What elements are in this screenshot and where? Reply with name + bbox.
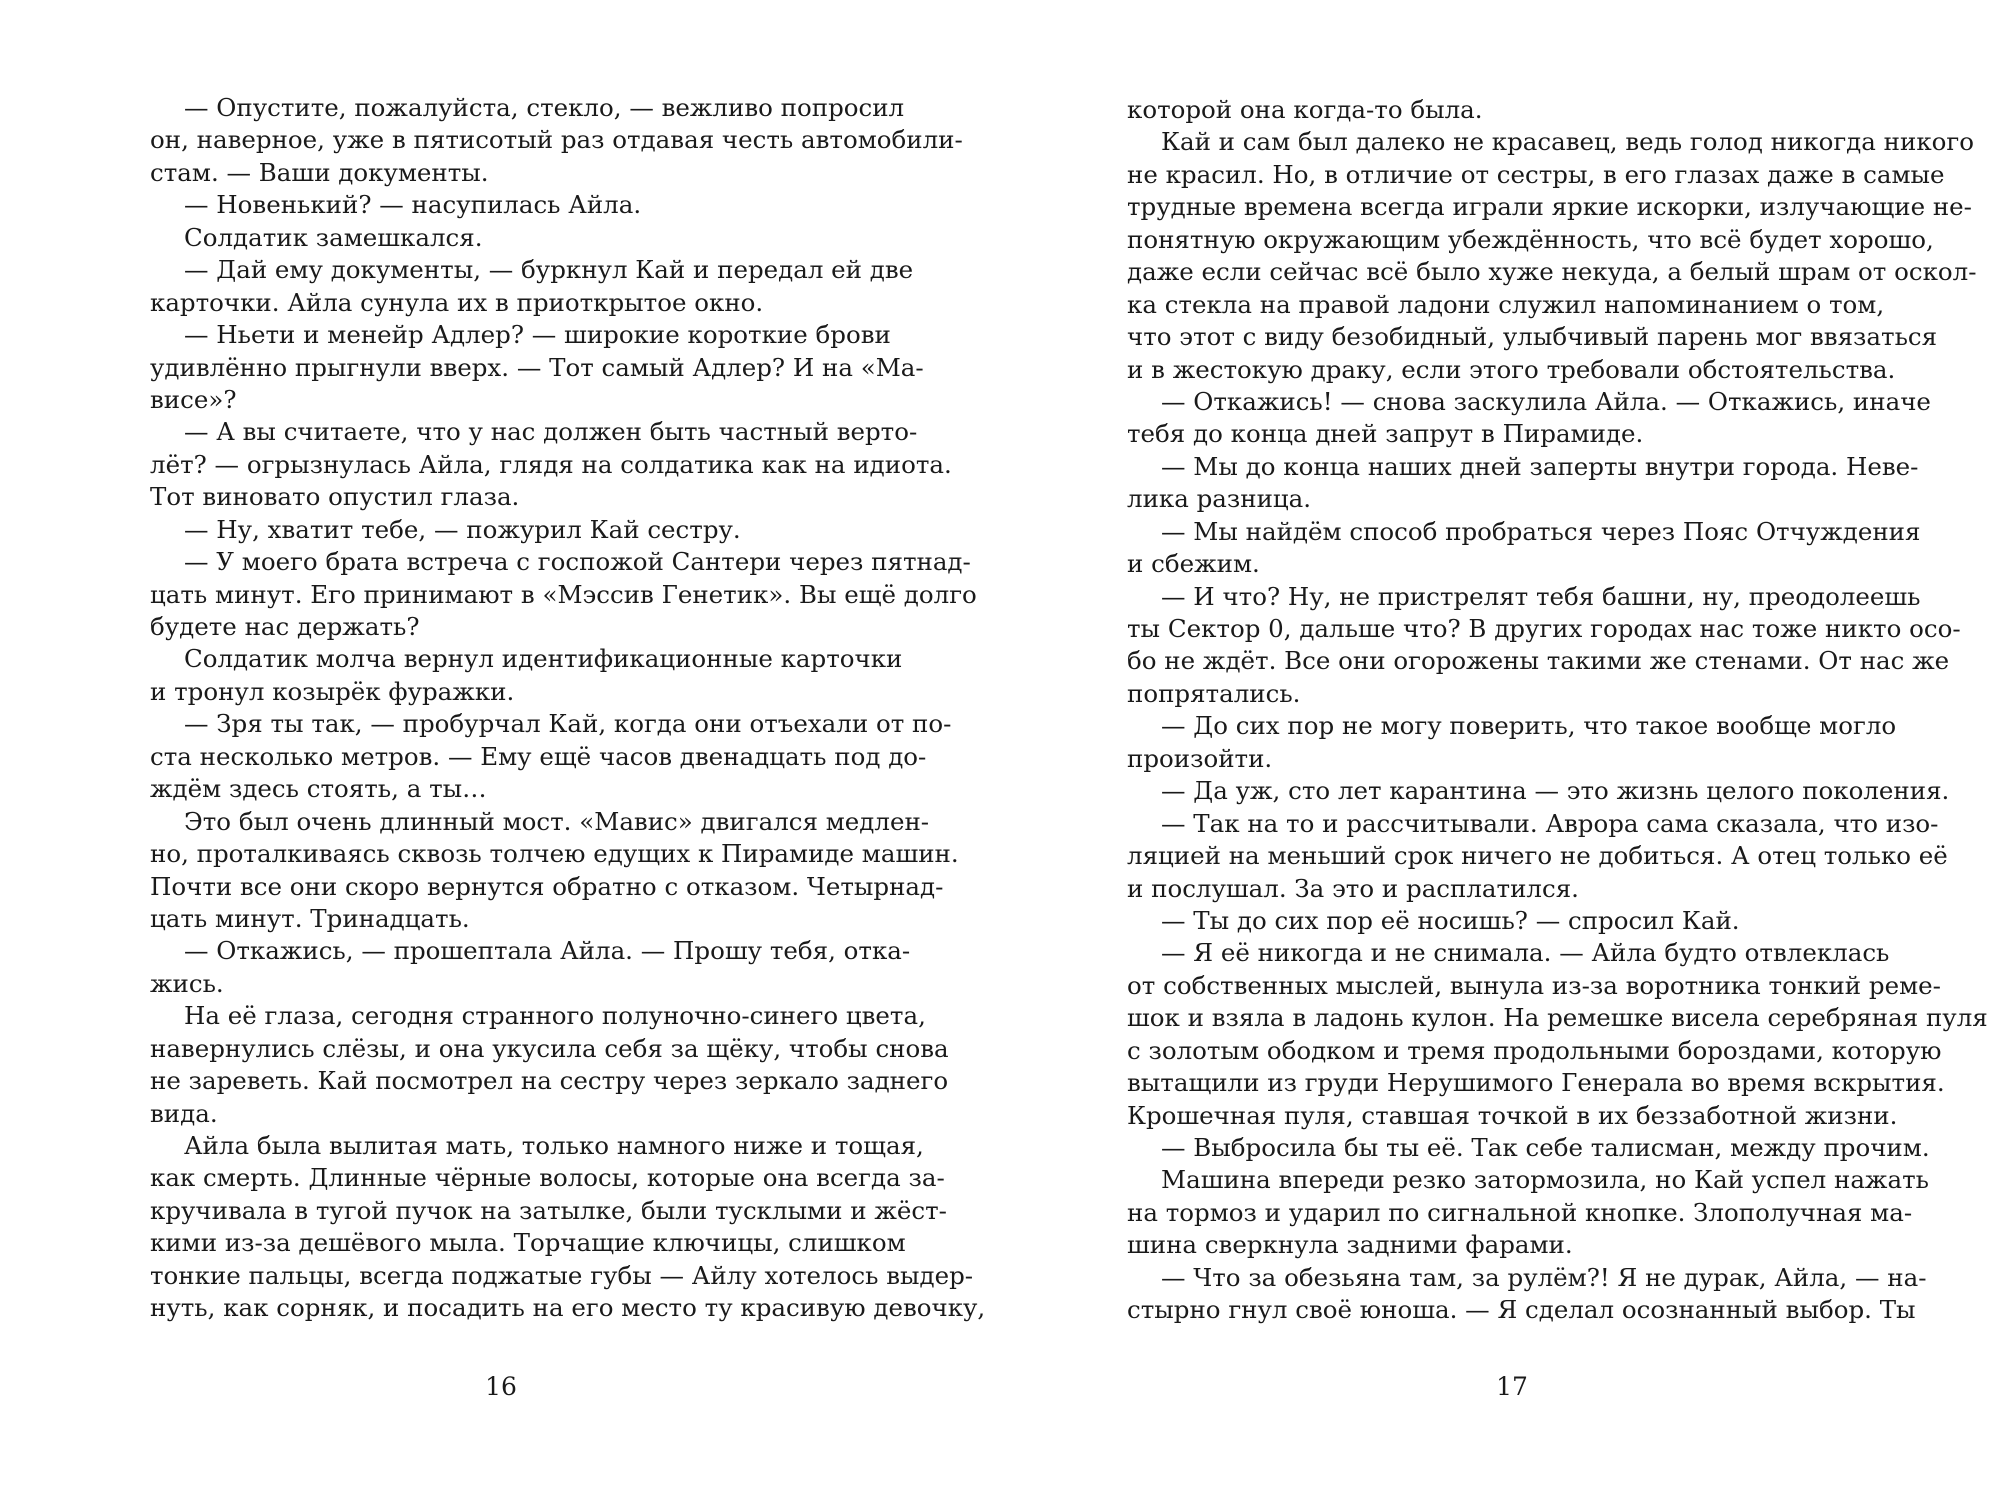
text-line: шок и взяла в ладонь кулон. На ремешке висела серебряная пуля [1127, 1003, 1988, 1033]
text-line: и послушал. За это и расплатился. [1127, 873, 1579, 903]
text-line: стырно гнул своё юноша. — Я сделал осознанный выбор. Ты [1127, 1295, 1916, 1325]
text-line: будете нас держать? [150, 612, 420, 641]
text-line: тебя до конца дней запрут в Пирамиде. [1127, 419, 1644, 449]
text-line: Тот виновато опустил глаза. [150, 482, 520, 512]
text-line: от собственных мыслей, вынула из-за воротника тонкий реме- [1127, 970, 1941, 1000]
text-line: лика разница. [1127, 484, 1312, 514]
text-line: — До сих пор не могу поверить, что такое вообще могло [1161, 711, 1897, 741]
text-line: — И что? Ну, не пристрелят тебя башни, ну, преодолеешь [1161, 581, 1921, 611]
text-line: навернулись слёзы, и она укусила себя за щёку, чтобы снова [150, 1033, 949, 1063]
text-line: бо не ждёт. Все они огорожены такими же стенами. От нас же [1127, 646, 1950, 676]
text-line: — Я её никогда и не снимала. — Айла будто отвлеклась [1161, 938, 1890, 968]
text-line: Машина впереди резко затормозила, но Кай успел нажать [1161, 1165, 1929, 1195]
text-line: кими из-за дешёвого мыла. Торчащие ключицы, слишком [150, 1228, 906, 1258]
text-line: вытащили из груди Нерушимого Генерала во время вскрытия. [1127, 1068, 1945, 1098]
text-line: но, проталкиваясь сквозь толчею едущих к Пирамиде машин. [150, 839, 959, 869]
text-line: кручивала в тугой пучок на затылке, были тусклыми и жёст- [150, 1195, 947, 1225]
text-line: удивлённо прыгнули вверх. — Тот самый Адлер? И на «Ма- [150, 352, 924, 382]
text-line: он, наверное, уже в пятисотый раз отдавая честь автомобили- [150, 125, 963, 155]
text-line: — Что за обезьяна там, за рулём?! Я не дурак, Айла, — на- [1161, 1262, 1927, 1292]
text-line: карточки. Айла сунула их в приоткрытое окно. [150, 287, 764, 317]
text-line: висе»? [150, 384, 237, 414]
text-line: как смерть. Длинные чёрные волосы, которые она всегда за- [150, 1163, 945, 1193]
right-page-number: 17 [1496, 1372, 1528, 1401]
text-line: — Выбросила бы ты её. Так себе талисман, между прочим. [1161, 1133, 1930, 1162]
text-line: — Откажись! — снова заскулила Айла. — Откажись, иначе [1161, 386, 1931, 416]
text-line: и сбежим. [1127, 549, 1260, 579]
text-line: — А вы считаете, что у нас должен быть частный верто- [184, 417, 918, 447]
text-line: ста несколько метров. — Ему ещё часов двенадцать под до- [150, 741, 927, 771]
text-line: Почти все они скоро вернутся обратно с отказом. Четырнад- [150, 871, 944, 901]
left-page-text [150, 92, 986, 1325]
text-line: цать минут. Его принимают в «Мэссив Генетик». Вы ещё долго [150, 579, 977, 609]
text-line: Солдатик молча вернул идентификационные карточки [184, 644, 903, 674]
text-line: лёт? — огрызнулась Айла, глядя на солдатика как на идиота. [150, 449, 952, 479]
text-line: и в жестокую драку, если этого требовали обстоятельства. [1127, 354, 1896, 384]
text-line: — У моего брата встреча с госпожой Сантери через пятнад- [184, 547, 971, 577]
text-line: стам. — Ваши документы. [150, 157, 489, 187]
text-line: — Ну, хватит тебе, — пожурил Кай сестру. [184, 514, 741, 544]
text-line: — Ты до сих пор её носишь? — спросил Кай. [1161, 905, 1740, 935]
text-line: цать минут. Тринадцать. [150, 903, 470, 933]
text-line: Это был очень длинный мост. «Мавис» двигался медлен- [184, 806, 930, 836]
text-line: ты Сектор 0, дальше что? В других городах нас тоже никто осо- [1127, 614, 1961, 643]
text-line: — Мы до конца наших дней заперты внутри города. Неве- [1161, 451, 1919, 481]
text-line: жись. [150, 968, 224, 998]
text-line: вида. [150, 1098, 218, 1128]
text-line: с золотым ободком и тремя продольными бороздами, которую [1127, 1035, 1942, 1065]
text-line: ляцией на меньший срок ничего не добиться. А отец только её [1127, 841, 1948, 871]
text-line: — Так на то и рассчитывали. Аврора сама сказала, что изо- [1161, 808, 1939, 838]
left-page-number: 16 [485, 1372, 517, 1401]
text-line: — Дай ему документы, — буркнул Кай и передал ей две [184, 255, 914, 285]
text-line: — Мы найдём способ пробраться через Пояс Отчуждения [1161, 516, 1921, 546]
text-line: На её глаза, сегодня странного полуночно-синего цвета, [184, 1001, 926, 1031]
text-line: — Новенький? — насупилась Айла. [184, 190, 642, 220]
text-line: ка стекла на правой ладони служил напоминанием о том, [1127, 289, 1885, 319]
text-line: не красил. Но, в отличие от сестры, в его глазах даже в самые [1127, 159, 1945, 189]
text-line: что этот с виду безобидный, улыбчивый парень мог ввязаться [1127, 322, 1938, 352]
text-line: — Да уж, сто лет карантина — это жизнь целого поколения. [1161, 776, 1950, 806]
text-line: даже если сейчас всё было хуже некуда, а белый шрам от оскол- [1127, 257, 1977, 287]
text-line: — Ньети и менейр Адлер? — широкие короткие брови [184, 320, 891, 350]
text-line: трудные времена всегда играли яркие искорки, излучающие не- [1127, 192, 1972, 222]
text-line: понятную окружающим убеждённость, что всё будет хорошо, [1127, 224, 1934, 254]
right-page [1000, 0, 2000, 1487]
text-line: которой она когда-то была. [1127, 95, 1483, 124]
text-line: Айла была вылитая мать, только намного ниже и тощая, [184, 1131, 924, 1160]
text-line: — Опустите, пожалуйста, стекло, — вежливо попросил [184, 93, 905, 122]
text-line: произойти. [1127, 743, 1273, 773]
text-line: Крошечная пуля, ставшая точкой в их беззаботной жизни. [1127, 1100, 1898, 1130]
right-page-text [1127, 94, 1988, 1327]
text-line: попрятались. [1127, 678, 1301, 708]
text-line: на тормоз и ударил по сигнальной кнопке. Злополучная ма- [1127, 1197, 1913, 1227]
text-line: ждём здесь стоять, а ты… [150, 774, 487, 804]
text-line: тонкие пальцы, всегда поджатые губы — Айлу хотелось выдер- [150, 1260, 974, 1290]
text-line: не зареветь. Кай посмотрел на сестру через зеркало заднего [150, 1066, 949, 1096]
text-line: нуть, как сорняк, и посадить на его место ту красивую девочку, [150, 1293, 986, 1323]
text-line: Кай и сам был далеко не красавец, ведь голод никогда никого [1161, 127, 1974, 157]
text-line: — Откажись, — прошептала Айла. — Прошу тебя, отка- [184, 936, 911, 966]
text-line: шина сверкнула задними фарами. [1127, 1230, 1573, 1260]
text-line: и тронул козырёк фуражки. [150, 676, 515, 706]
text-line: — Зря ты так, — пробурчал Кай, когда они отъехали от по- [184, 709, 952, 739]
text-line: Солдатик замешкался. [184, 222, 483, 252]
